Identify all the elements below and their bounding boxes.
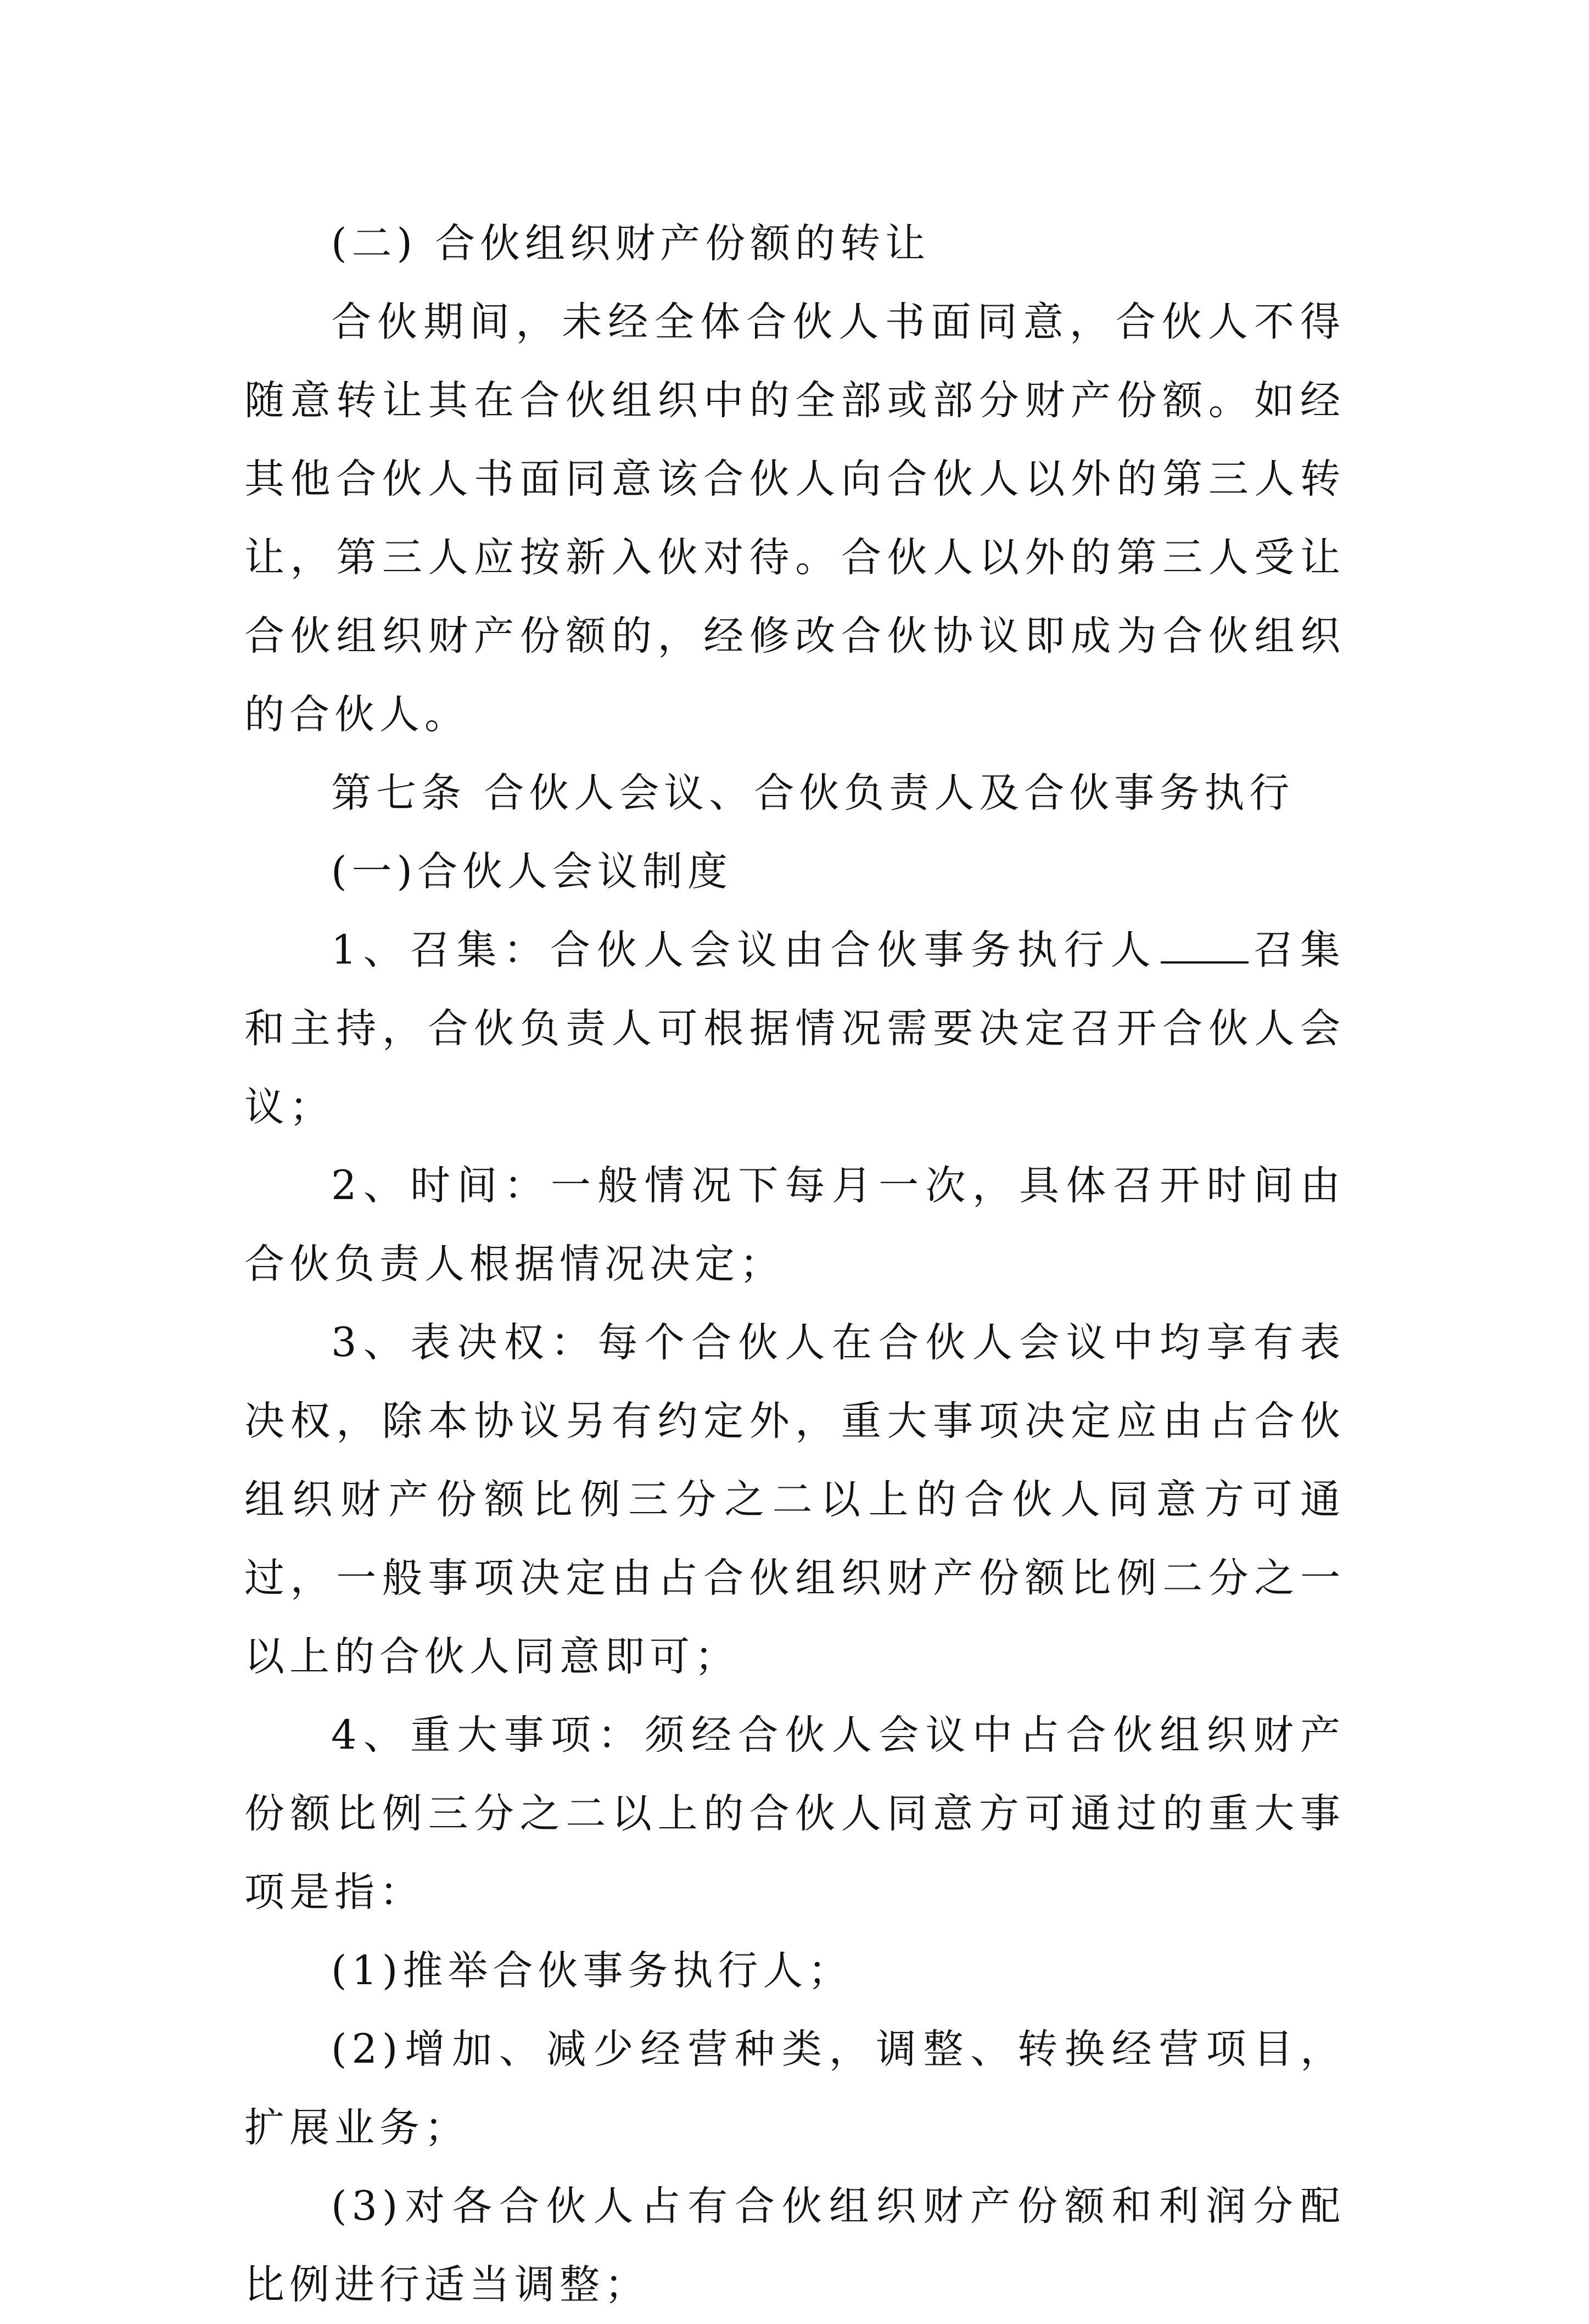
paragraph-transfer-rules: 合伙期间，未经全体合伙人书面同意，合伙人不得随意转让其在合伙组织中的全部或部分财产份额。如经其他合伙人书面同意该合伙人向合伙人以外的第三人转让，第三人应按新入伙对待。合伙人以外的第三人受让合伙组织财产份额的，经修改合伙协议即成为合伙组织的合伙人。 — [244, 299, 1345, 738]
paragraph-time: 2、时间：一般情况下每月一次，具体召开时间由合伙负责人根据情况决定； — [244, 1162, 1345, 1287]
subsection-heading-meeting-system: (一)合伙人会议制度 — [331, 848, 732, 895]
paragraph-voting-right: 3、表决权：每个合伙人在合伙人会议中均享有表决权，除本协议另有约定外，重大事项决定应由占合伙组织财产份额比例三分之二以上的合伙人同意方可通过，一般事项决定由占合伙组织财产份额比例二分之一以上的合伙人同意即可； — [244, 1319, 1345, 1680]
paragraph-major-matters: 4、重大事项：须经合伙人会议中占合伙组织财产份额比例三分之二以上的合伙人同意方可通过的重大事项是指： — [244, 1712, 1345, 1916]
list-item-2: (2)增加、减少经营种类，调整、转换经营项目，扩展业务； — [244, 2026, 1345, 2151]
convening-text-before: 1、召集：合伙人会议由合伙事务执行人 — [331, 927, 1157, 973]
fill-in-blank — [1161, 928, 1249, 964]
section-heading-transfer: (二) 合伙组织财产份额的转让 — [331, 220, 931, 267]
list-item-1: (1)推举合伙事务执行人； — [331, 1947, 853, 1994]
document-body — [244, 204, 1345, 2324]
article-seven-heading: 第七条 合伙人会议、合伙负责人及合伙事务执行 — [331, 770, 1295, 816]
list-item-3: (3)对各合伙人占有合伙组织财产份额和利润分配比例进行适当调整； — [244, 2183, 1345, 2308]
paragraph-convening — [244, 911, 1345, 1146]
convening-text-after: 召集和主持，合伙负责人可根据情况需要决定召开合伙人会议； — [244, 927, 1345, 1130]
